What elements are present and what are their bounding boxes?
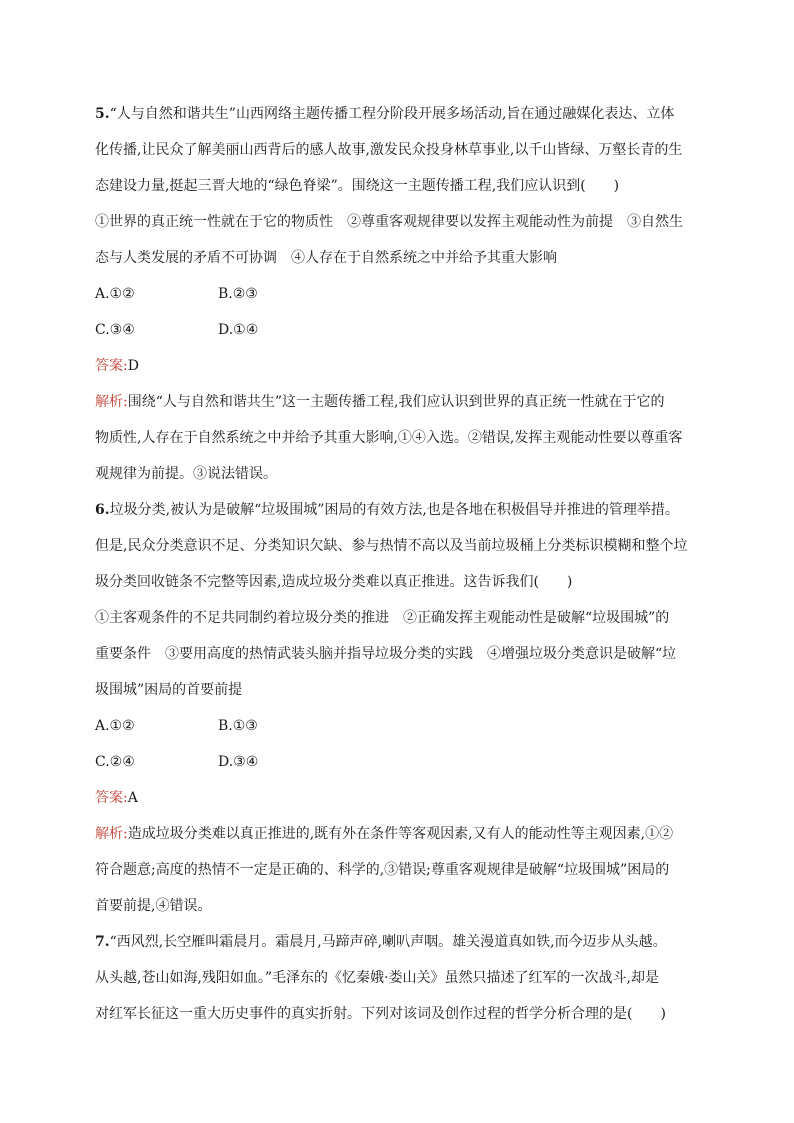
q5-option-d: D.①④ [218,322,259,338]
q6-analysis-line-3: 首要前提,④错误。 [95,898,212,914]
q6-option-c: C.②④ [95,754,135,770]
q6-analysis-line-1: 解析:造成垃圾分类难以真正推进的,既有外在条件等客观因素,又有人的能动性等主观因素,①② [95,826,674,842]
q6-answer [95,788,138,808]
q6-answer-label: 答案: [95,790,128,806]
q7-number: 7. [95,934,110,950]
q6-stem-line-2: 但是,民众分类意识不足、分类知识欠缺、参与热情不高以及当前垃圾桶上分类标识模糊和整个垃 [95,538,688,554]
q6-option-a: A.①② [95,718,135,734]
q5-answer [95,356,139,376]
q5-number: 5. [95,106,110,122]
q6-analysis-label: 解析: [95,826,128,842]
q5-analysis-line-1: 解析:围绕“人与自然和谐共生”这一主题传播工程,我们应认识到世界的真正统一性就在于它的 [95,394,665,410]
q6-stem-line-3: 圾分类回收链条不完整等因素,造成垃圾分类难以真正推进。这告诉我们( ) [95,574,573,590]
q6-option-d: D.③④ [218,754,259,770]
q6-analysis-line-2: 符合题意;高度的热情不一定是正确的、科学的,③错误;尊重客观规律是破解“垃圾围城”困局的 [95,862,670,878]
q5-analysis-label: 解析: [95,394,128,410]
q7-stem-line-2: 从头越,苍山如海,残阳如血。”毛泽东的《忆秦娥·娄山关》虽然只描述了红军的一次战斗,却是 [95,970,659,986]
q5-statement-line-2: 态与人类发展的矛盾不可协调 ④人存在于自然系统之中并给予其重大影响 [95,250,557,266]
q5-analysis-line-3: 观规律为前提。③说法错误。 [95,466,277,482]
q7-stem-line-3: 对红军长征这一重大历史事件的真实折射。下列对该词及创作过程的哲学分析合理的是( ) [95,1006,666,1022]
q6-stem-line-1: 6.垃圾分类,被认为是破解“垃圾围城”困局的有效方法,也是各地在积极倡导并推进的管理举措。 [95,502,679,518]
q7-stem-line-1: 7.“西风烈,长空雁叫霜晨月。霜晨月,马蹄声碎,喇叭声咽。雄关漫道真如铁,而今迈步从头越。 [95,934,667,950]
q5-option-b: B.②③ [218,286,258,302]
q5-stem-line-1: 5.“人与自然和谐共生”山西网络主题传播工程分阶段开展多场活动,旨在通过融媒化表达、立体 [95,106,675,122]
q5-stem-line-3: 态建设力量,挺起三晋大地的“绿色脊梁”。围绕这一主题传播工程,我们应认识到( ) [95,178,620,194]
q6-statement-line-1: ①主客观条件的不足共同制约着垃圾分类的推进 ②正确发挥主观能动性是破解“垃圾围城”的 [95,610,670,626]
q5-analysis-line-2: 物质性,人存在于自然系统之中并给予其重大影响,①④入选。②错误,发挥主观能动性要以尊重客 [95,430,683,446]
q5-answer-label: 答案: [95,358,128,374]
q5-option-c: C.③④ [95,322,135,338]
q5-option-a: A.①② [95,286,135,302]
q5-answer-value: D [127,358,139,374]
q6-option-b: B.①③ [218,718,258,734]
q6-statement-line-3: 圾围城”困局的首要前提 [95,682,243,698]
q5-stem-line-2: 化传播,让民众了解美丽山西背后的感人故事,激发民众投身林草事业,以千山皆绿、万壑长青的生 [95,142,683,158]
q6-statement-line-2: 重要条件 ③要用高度的热情武装头脑并指导垃圾分类的实践 ④增强垃圾分类意识是破解“垃 [95,646,677,662]
q6-answer-value: A [127,790,138,806]
q5-statement-line-1: ①世界的真正统一性就在于它的物质性 ②尊重客观规律要以发挥主观能动性为前提 ③自然生 [95,214,683,230]
q6-number: 6. [95,502,110,518]
